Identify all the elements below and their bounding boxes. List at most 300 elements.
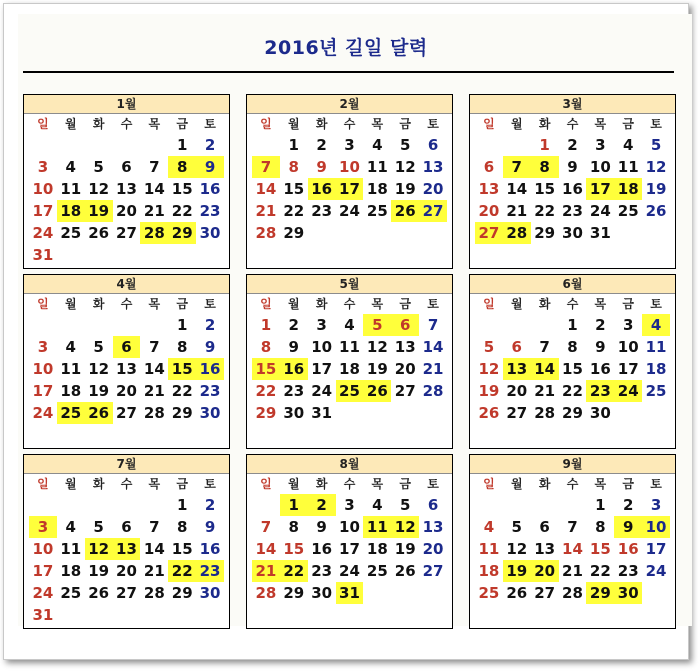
empty-cell xyxy=(531,494,559,516)
day-cell: 22 xyxy=(562,382,583,400)
weekday-label: 목 xyxy=(148,477,161,491)
empty-cell xyxy=(57,134,85,156)
lucky-day-cell: 29 xyxy=(168,222,196,244)
weekday-label: 목 xyxy=(148,297,161,311)
day-cell: 21 xyxy=(143,202,165,220)
day-cell: 14 xyxy=(506,180,528,198)
day-cell: 11 xyxy=(60,180,82,198)
lucky-day-cell: 16 xyxy=(280,358,308,380)
day-cell: 16 xyxy=(199,540,221,558)
weekday-label: 금 xyxy=(176,117,188,131)
weekday-label: 목 xyxy=(594,117,607,131)
weekday-label: 토 xyxy=(650,297,662,311)
day-cell: 12 xyxy=(478,360,500,378)
weekday-label: 화 xyxy=(92,117,105,131)
lucky-day-cell: 21 xyxy=(252,560,280,582)
day-cell: 22 xyxy=(255,382,277,400)
month-name: 4월 xyxy=(24,275,229,294)
day-cell: 25 xyxy=(645,382,667,400)
empty-cell xyxy=(29,134,57,156)
day-cell: 30 xyxy=(283,404,305,422)
day-cell: 28 xyxy=(422,382,444,400)
day-cell: 8 xyxy=(176,518,188,536)
day-cell: 4 xyxy=(372,136,383,154)
day-cell: 11 xyxy=(478,540,500,558)
day-cell: 16 xyxy=(311,540,333,558)
empty-cell xyxy=(140,494,168,516)
lucky-day-cell: 27 xyxy=(475,222,503,244)
day-cell: 23 xyxy=(617,562,639,580)
weekday-label: 일 xyxy=(483,477,495,491)
lucky-day-cell: 16 xyxy=(308,178,336,200)
day-cell: 29 xyxy=(534,224,556,242)
day-cell: 24 xyxy=(32,584,54,602)
month-block xyxy=(469,94,676,269)
lucky-day-cell: 6 xyxy=(113,336,141,358)
day-cell: 3 xyxy=(344,136,355,154)
day-cell: 1 xyxy=(176,316,188,334)
day-cell: 31 xyxy=(32,246,54,264)
day-cell: 26 xyxy=(645,202,667,220)
day-cell: 17 xyxy=(32,562,54,580)
weekday-label: 금 xyxy=(399,477,411,491)
day-cell: 24 xyxy=(32,404,54,422)
day-cell: 25 xyxy=(60,224,82,242)
day-cell: 17 xyxy=(339,540,360,558)
month-name: 6월 xyxy=(470,275,675,294)
day-cell: 18 xyxy=(339,360,360,378)
day-cell: 19 xyxy=(366,360,388,378)
day-cell: 2 xyxy=(595,316,606,334)
weekday-label: 화 xyxy=(315,477,328,491)
day-cell: 1 xyxy=(595,496,606,514)
day-cell: 13 xyxy=(422,158,444,176)
page-title: 2016년 길일 달력 xyxy=(264,37,428,59)
lucky-day-cell: 8 xyxy=(168,156,196,178)
day-cell: 24 xyxy=(311,382,333,400)
weekday-label: 수 xyxy=(343,297,356,311)
lucky-day-cell: 22 xyxy=(280,560,308,582)
month-block xyxy=(246,94,453,269)
day-cell: 7 xyxy=(149,518,160,536)
empty-cell xyxy=(503,134,531,156)
day-cell: 3 xyxy=(316,316,327,334)
day-cell: 31 xyxy=(32,606,54,624)
empty-cell xyxy=(113,134,141,156)
weekday-label: 수 xyxy=(343,117,356,131)
day-cell: 10 xyxy=(32,360,54,378)
day-cell: 2 xyxy=(204,496,216,514)
title-underline xyxy=(23,71,674,73)
day-cell: 2 xyxy=(204,136,216,154)
day-cell: 12 xyxy=(88,360,110,378)
weekday-label: 토 xyxy=(427,117,439,131)
weekday-label: 일 xyxy=(260,297,272,311)
day-cell: 27 xyxy=(116,584,137,602)
day-cell: 3 xyxy=(622,316,634,334)
weekday-label: 토 xyxy=(204,117,216,131)
weekday-label: 월 xyxy=(287,117,300,131)
day-cell: 17 xyxy=(617,360,639,378)
lucky-day-cell: 3 xyxy=(29,516,57,538)
day-cell: 28 xyxy=(255,224,277,242)
lucky-day-cell: 23 xyxy=(196,560,224,582)
day-cell: 9 xyxy=(595,338,606,356)
weekday-row xyxy=(247,474,452,494)
day-cell: 29 xyxy=(562,404,583,422)
day-cell: 25 xyxy=(617,202,639,220)
empty-cell xyxy=(85,134,113,156)
day-cell: 24 xyxy=(645,562,667,580)
day-cell: 4 xyxy=(65,338,76,356)
weekday-label: 일 xyxy=(260,117,272,131)
day-cell: 29 xyxy=(171,584,193,602)
day-cell: 14 xyxy=(143,360,165,378)
day-cell: 11 xyxy=(366,158,388,176)
empty-cell xyxy=(85,494,113,516)
day-cell: 4 xyxy=(65,158,76,176)
day-cell: 19 xyxy=(478,382,500,400)
lucky-day-cell: 16 xyxy=(196,358,224,380)
day-cell: 28 xyxy=(255,584,277,602)
day-cell: 19 xyxy=(394,540,416,558)
day-cell: 5 xyxy=(399,496,411,514)
day-cell: 7 xyxy=(539,338,550,356)
day-cell: 11 xyxy=(60,360,82,378)
day-cell: 14 xyxy=(143,180,165,198)
day-cell: 15 xyxy=(171,540,193,558)
day-cell: 21 xyxy=(562,562,583,580)
lucky-day-cell: 28 xyxy=(140,222,168,244)
day-cell: 26 xyxy=(88,224,110,242)
day-cell: 11 xyxy=(645,338,667,356)
weekday-label: 수 xyxy=(566,477,579,491)
day-cell: 19 xyxy=(394,180,416,198)
day-grid xyxy=(470,134,675,244)
month-block xyxy=(23,94,230,269)
weekday-row xyxy=(24,474,229,494)
day-cell: 21 xyxy=(143,382,165,400)
day-cell: 28 xyxy=(143,404,165,422)
weekday-label: 수 xyxy=(120,477,133,491)
day-cell: 9 xyxy=(204,338,216,356)
day-cell: 8 xyxy=(288,518,299,536)
weekday-label: 일 xyxy=(37,117,49,131)
weekday-label: 목 xyxy=(594,297,607,311)
day-cell: 1 xyxy=(567,316,578,334)
day-cell: 22 xyxy=(171,382,193,400)
day-cell: 9 xyxy=(567,158,578,176)
day-cell: 13 xyxy=(478,180,500,198)
day-cell: 10 xyxy=(617,338,639,356)
day-cell: 16 xyxy=(199,180,221,198)
day-cell: 22 xyxy=(171,202,193,220)
day-cell: 3 xyxy=(37,158,49,176)
lucky-day-cell: 7 xyxy=(503,156,531,178)
day-cell: 5 xyxy=(511,518,522,536)
day-cell: 27 xyxy=(422,562,444,580)
day-grid xyxy=(247,314,452,424)
empty-cell xyxy=(113,494,141,516)
lucky-day-cell: 8 xyxy=(531,156,559,178)
weekday-label: 화 xyxy=(315,117,328,131)
day-cell: 26 xyxy=(478,404,500,422)
day-cell: 6 xyxy=(483,158,495,176)
month-block xyxy=(23,454,230,629)
day-grid xyxy=(247,494,452,604)
weekday-label: 금 xyxy=(622,117,634,131)
month-name: 1월 xyxy=(24,95,229,114)
weekday-label: 화 xyxy=(538,117,551,131)
weekday-label: 수 xyxy=(566,117,579,131)
day-cell: 13 xyxy=(534,540,556,558)
day-cell: 30 xyxy=(199,404,221,422)
day-cell: 21 xyxy=(143,562,165,580)
day-cell: 10 xyxy=(589,158,611,176)
day-cell: 30 xyxy=(311,584,333,602)
lucky-day-cell: 26 xyxy=(363,380,391,402)
day-cell: 6 xyxy=(121,518,132,536)
month-block xyxy=(246,454,453,629)
day-cell: 5 xyxy=(93,158,104,176)
lucky-day-cell: 19 xyxy=(503,560,531,582)
day-cell: 9 xyxy=(204,518,216,536)
weekday-label: 목 xyxy=(594,477,607,491)
day-cell: 1 xyxy=(539,136,550,154)
day-cell: 30 xyxy=(562,224,583,242)
empty-cell xyxy=(475,134,503,156)
weekday-label: 월 xyxy=(64,117,77,131)
day-cell: 29 xyxy=(255,404,277,422)
day-cell: 23 xyxy=(311,202,333,220)
empty-cell xyxy=(503,314,531,336)
day-grid xyxy=(470,314,675,424)
day-cell: 16 xyxy=(617,540,639,558)
day-cell: 16 xyxy=(562,180,583,198)
empty-cell xyxy=(531,314,559,336)
day-cell: 29 xyxy=(171,404,193,422)
day-cell: 8 xyxy=(260,338,272,356)
lucky-day-cell: 15 xyxy=(252,358,280,380)
lucky-day-cell: 13 xyxy=(113,538,141,560)
day-cell: 23 xyxy=(562,202,583,220)
day-grid xyxy=(470,494,675,604)
day-grid xyxy=(24,134,229,266)
day-cell: 13 xyxy=(422,518,444,536)
weekday-label: 금 xyxy=(399,297,411,311)
empty-cell xyxy=(29,494,57,516)
day-cell: 14 xyxy=(255,180,277,198)
weekday-row xyxy=(470,474,675,494)
month-name: 3월 xyxy=(470,95,675,114)
day-cell: 27 xyxy=(116,224,137,242)
day-cell: 13 xyxy=(116,360,137,378)
day-cell: 1 xyxy=(288,136,299,154)
lucky-day-cell: 12 xyxy=(85,538,113,560)
weekday-label: 금 xyxy=(622,297,634,311)
lucky-day-cell: 18 xyxy=(614,178,642,200)
day-cell: 27 xyxy=(534,584,556,602)
day-cell: 18 xyxy=(60,562,82,580)
day-cell: 4 xyxy=(372,496,383,514)
day-cell: 12 xyxy=(88,180,110,198)
day-cell: 15 xyxy=(171,180,193,198)
day-cell: 8 xyxy=(567,338,578,356)
lucky-day-cell: 4 xyxy=(642,314,670,336)
lucky-day-cell: 2 xyxy=(308,494,336,516)
day-cell: 4 xyxy=(344,316,355,334)
day-cell: 2 xyxy=(316,136,327,154)
weekday-label: 화 xyxy=(92,477,105,491)
day-cell: 15 xyxy=(562,360,583,378)
day-cell: 7 xyxy=(427,316,439,334)
day-cell: 25 xyxy=(60,584,82,602)
day-cell: 10 xyxy=(311,338,333,356)
month-block xyxy=(23,274,230,449)
weekday-label: 화 xyxy=(315,297,328,311)
month-block xyxy=(469,274,676,449)
month-name: 9월 xyxy=(470,455,675,474)
day-cell: 25 xyxy=(478,584,500,602)
day-cell: 26 xyxy=(88,584,110,602)
day-cell: 27 xyxy=(116,404,137,422)
day-cell: 1 xyxy=(260,316,272,334)
weekday-label: 화 xyxy=(538,297,551,311)
weekday-label: 토 xyxy=(204,477,216,491)
day-cell: 20 xyxy=(422,180,444,198)
day-cell: 14 xyxy=(422,338,444,356)
day-cell: 12 xyxy=(394,158,416,176)
day-cell: 26 xyxy=(506,584,528,602)
empty-cell xyxy=(503,494,531,516)
weekday-label: 일 xyxy=(37,477,49,491)
lucky-day-cell: 28 xyxy=(503,222,531,244)
lucky-day-cell: 17 xyxy=(586,178,614,200)
day-cell: 23 xyxy=(199,202,221,220)
lucky-day-cell: 24 xyxy=(614,380,642,402)
day-cell: 15 xyxy=(283,540,305,558)
day-cell: 12 xyxy=(366,338,388,356)
day-cell: 23 xyxy=(199,382,221,400)
weekday-label: 수 xyxy=(120,297,133,311)
weekday-label: 월 xyxy=(510,477,523,491)
day-cell: 19 xyxy=(645,180,667,198)
day-cell: 7 xyxy=(149,338,160,356)
empty-cell xyxy=(140,134,168,156)
day-cell: 15 xyxy=(589,540,611,558)
weekday-label: 일 xyxy=(260,477,272,491)
day-cell: 30 xyxy=(199,584,221,602)
day-cell: 6 xyxy=(427,496,439,514)
day-cell: 9 xyxy=(288,338,299,356)
lucky-day-cell: 27 xyxy=(419,200,447,222)
day-cell: 31 xyxy=(311,404,333,422)
day-cell: 3 xyxy=(37,338,49,356)
empty-cell xyxy=(252,494,280,516)
day-cell: 27 xyxy=(506,404,528,422)
day-cell: 10 xyxy=(339,158,360,176)
day-cell: 9 xyxy=(316,518,327,536)
lucky-day-cell: 7 xyxy=(252,156,280,178)
month-name: 2월 xyxy=(247,95,452,114)
day-cell: 24 xyxy=(589,202,611,220)
empty-cell xyxy=(29,314,57,336)
empty-cell xyxy=(559,494,587,516)
weekday-label: 수 xyxy=(120,117,133,131)
month-name: 8월 xyxy=(247,455,452,474)
weekday-label: 일 xyxy=(483,297,495,311)
day-cell: 24 xyxy=(32,224,54,242)
day-cell: 7 xyxy=(260,518,272,536)
day-cell: 30 xyxy=(199,224,221,242)
day-cell: 21 xyxy=(255,202,277,220)
day-cell: 6 xyxy=(511,338,522,356)
day-cell: 15 xyxy=(534,180,556,198)
day-cell: 21 xyxy=(534,382,556,400)
day-cell: 17 xyxy=(645,540,667,558)
day-cell: 18 xyxy=(366,540,388,558)
day-cell: 28 xyxy=(562,584,583,602)
day-cell: 10 xyxy=(32,540,54,558)
day-cell: 18 xyxy=(478,562,500,580)
lucky-day-cell: 18 xyxy=(57,200,85,222)
day-grid xyxy=(247,134,452,244)
weekday-label: 수 xyxy=(566,297,579,311)
day-cell: 28 xyxy=(534,404,556,422)
day-cell: 5 xyxy=(483,338,495,356)
day-cell: 6 xyxy=(121,158,132,176)
lucky-day-cell: 11 xyxy=(363,516,391,538)
weekday-label: 월 xyxy=(510,117,523,131)
day-cell: 23 xyxy=(283,382,305,400)
weekday-label: 월 xyxy=(64,477,77,491)
day-cell: 4 xyxy=(622,136,634,154)
empty-cell xyxy=(113,314,141,336)
day-cell: 3 xyxy=(650,496,662,514)
month-block xyxy=(469,454,676,629)
day-cell: 14 xyxy=(255,540,277,558)
day-cell: 29 xyxy=(283,584,305,602)
day-cell: 17 xyxy=(32,202,54,220)
weekday-label: 토 xyxy=(204,297,216,311)
day-cell: 20 xyxy=(116,562,137,580)
day-cell: 22 xyxy=(283,202,305,220)
day-cell: 3 xyxy=(344,496,355,514)
day-cell: 22 xyxy=(534,202,556,220)
empty-cell xyxy=(85,314,113,336)
day-cell: 17 xyxy=(32,382,54,400)
day-cell: 2 xyxy=(204,316,216,334)
day-cell: 12 xyxy=(506,540,528,558)
lucky-day-cell: 30 xyxy=(614,582,642,604)
weekday-label: 월 xyxy=(64,297,77,311)
lucky-day-cell: 17 xyxy=(336,178,364,200)
day-cell: 8 xyxy=(595,518,606,536)
day-cell: 19 xyxy=(88,382,110,400)
lucky-day-cell: 31 xyxy=(336,582,364,604)
day-cell: 20 xyxy=(394,360,416,378)
lucky-day-cell: 22 xyxy=(168,560,196,582)
day-cell: 11 xyxy=(60,540,82,558)
weekday-row xyxy=(247,294,452,314)
weekday-row xyxy=(470,114,675,134)
weekday-label: 월 xyxy=(287,297,300,311)
empty-cell xyxy=(57,314,85,336)
lucky-day-cell: 9 xyxy=(614,516,642,538)
lucky-day-cell: 13 xyxy=(503,358,531,380)
day-cell: 23 xyxy=(311,562,333,580)
lucky-day-cell: 29 xyxy=(586,582,614,604)
